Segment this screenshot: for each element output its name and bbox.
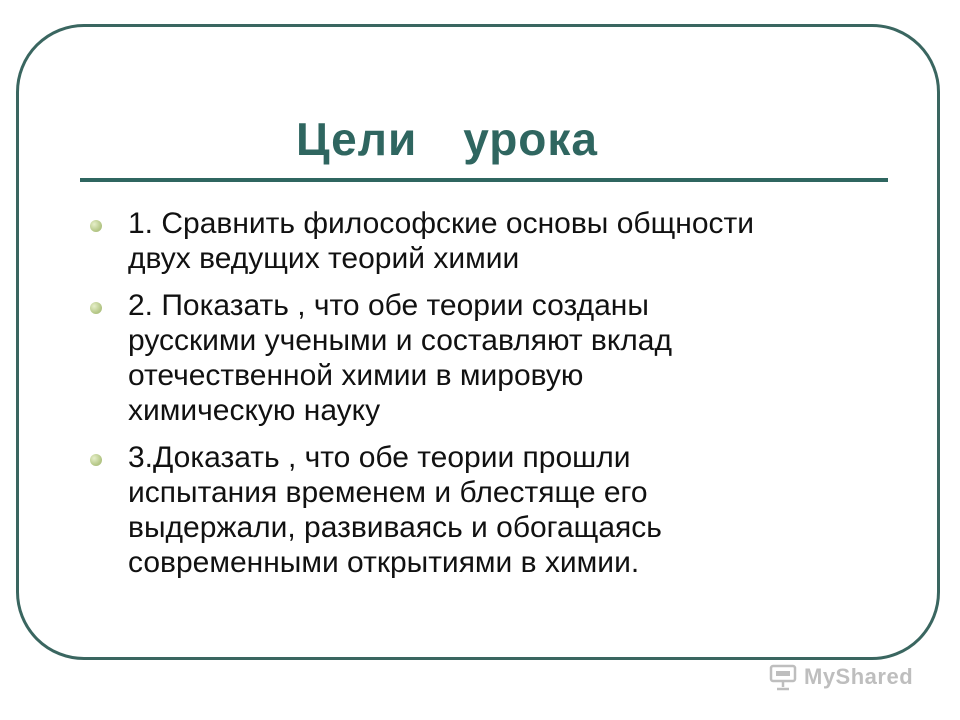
bullet-icon (90, 454, 102, 466)
item-line: выдержали, развиваясь и обогащаясь (128, 511, 662, 544)
list-item (90, 288, 890, 428)
item-line: современными открытиями в химии. (128, 546, 640, 579)
item-line: 2. Показать , что обе теории созданы (128, 289, 649, 322)
watermark-text: MyShared (804, 664, 914, 689)
list-item (90, 440, 890, 580)
item-line: 3.Доказать , что обе теории прошли (128, 441, 631, 474)
list-item (90, 206, 890, 276)
slide-title (0, 112, 894, 166)
item-line: двух ведущих теорий химии (128, 242, 520, 275)
item-line: испытания временем и блестяще его (128, 476, 648, 509)
bullet-icon (90, 220, 102, 232)
watermark (768, 660, 913, 694)
title-word-1: Цели (295, 113, 418, 165)
title-word-2: урока (463, 113, 599, 165)
title-divider (80, 178, 888, 182)
bullet-icon (90, 302, 102, 314)
projector-screen-icon (768, 662, 798, 692)
item-line: отечественной химии в мировую (128, 359, 584, 392)
goals-list (90, 206, 890, 592)
item-line: русскими учеными и составляют вклад (128, 324, 672, 357)
item-line: 1. Сравнить философские основы общности (128, 207, 755, 240)
item-line: химическую науку (128, 394, 381, 427)
